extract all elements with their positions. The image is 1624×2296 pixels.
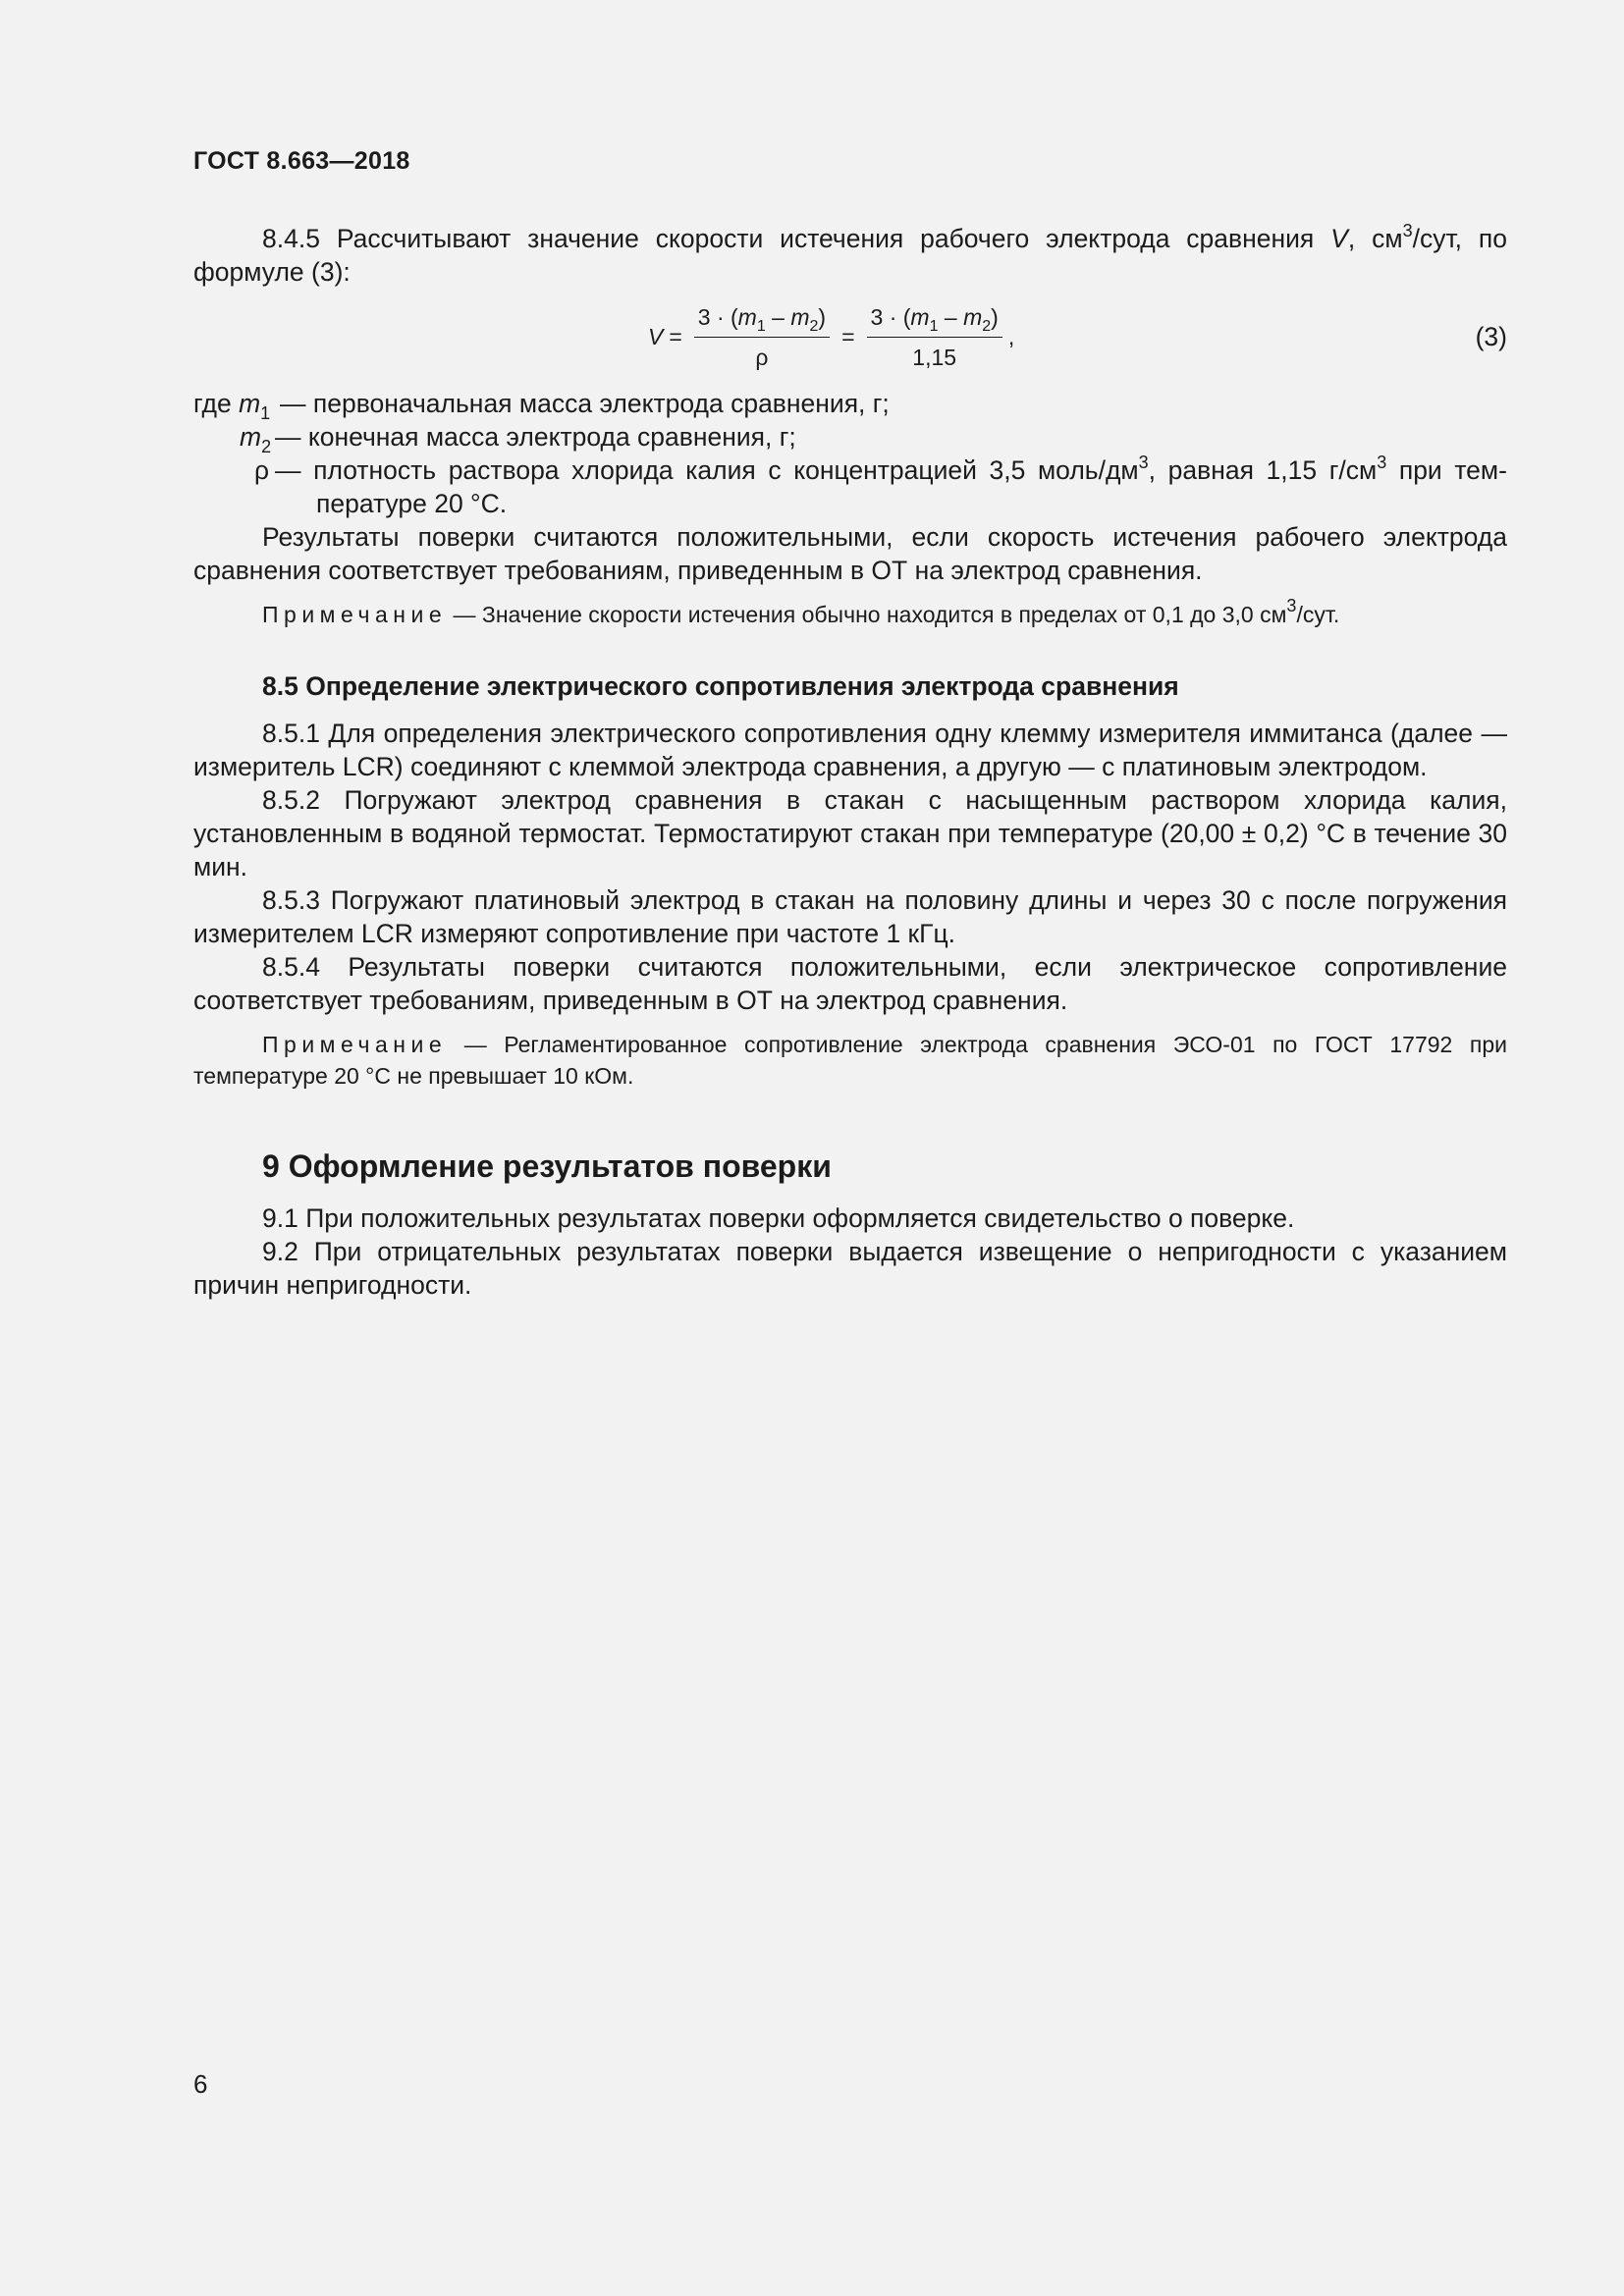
where-list (193, 387, 1507, 520)
where-item-m1: где $m_1$ — первоначальная масса электрода сравнения, г; (193, 389, 890, 423)
paragraph-8-5-1: 8.5.1 Для определения электрического сопротивления одну клемму измерителя иммитанса (далее — измеритель LCR) соединяют с клеммой электрода сравнения, а другую — с платиновым электродом. (193, 719, 1507, 781)
paragraph-8-5-4: 8.5.4 Результаты поверки считаются положительными, если электрическое сопротивление соответствует требованиям, приведенным в ОТ на электрод сравнения. (193, 952, 1507, 1015)
paragraph-8-4-5: 8.4.5 Рассчитывают значение скорости истечения рабочего электрода сравнения V, $см^3$/сут, по формуле (3): (193, 221, 1507, 287)
where-item-m2: $m_2$ — конечная масса электрода сравнения, г; (240, 422, 796, 456)
formula-expression: V = $\frac{3 \cdot (m_1 - m_2)}{\rho}$ = $\frac{3 \cdot (m_1 - m_2)}{1,15}$ , (648, 294, 1014, 379)
where-item-rho: ρ — плотность раствора хлорида калия с концентрацией 3,5 моль/$дм^3$, равная 1,15 $г/см^3$ при тем- (254, 453, 1507, 485)
section-9-heading: 9 Оформление результатов поверки (262, 1148, 832, 1184)
page-number: 6 (193, 2069, 208, 2099)
formula-fraction-2: $\frac{3 \cdot (m_1 - m_2)}{1,15}$ (867, 300, 1002, 374)
section-8-5-heading: 8.5 Определение электрического сопротивления электрода сравнения (262, 671, 1179, 701)
paragraph-9-2: 9.2 При отрицательных результатах поверки выдается извещение о непригодности с указанием причин непригодности. (193, 1237, 1507, 1300)
formula-fraction-1: $\frac{3 \cdot (m_1 - m_2)}{\rho}$ (694, 300, 830, 374)
note-1: Примечание — Значение скорости истечения обычно находится в пределах от 0,1 до 3,0 $см^3$/сут. (262, 596, 1340, 627)
note-2: Примечание — Регламентированное сопротивление электрода сравнения ЭСО-01 по ГОСТ 17792 при температуре 20 °С не превышает 10 кОм. (193, 1032, 1507, 1089)
where-item-rho-continued: пературе 20 °С. (316, 489, 508, 518)
paragraph-9-1: 9.1 При положительных результатах поверки оформляется свидетельство о поверке. (262, 1203, 1295, 1233)
paragraph-8-5-3: 8.5.3 Погружают платиновый электрод в стакан на половину длины и через 30 с после погружения измерителем LCR измеряют сопротивление при частоте 1 кГц. (193, 885, 1507, 948)
paragraph-8-5-2: 8.5.2 Погружают электрод сравнения в стакан с насыщенным раствором хлорида калия, установленным в водяной термостат. Термостатируют стакан при температуре (20,00 ± 0,2) °С в течение 30 мин. (193, 785, 1507, 881)
document-code-header: ГОСТ 8.663—2018 (193, 147, 410, 175)
formula-number: (3) (1475, 322, 1507, 351)
page-content (193, 222, 1507, 1302)
paragraph-result: Результаты поверки считаются положительными, если скорость истечения рабочего электрода сравнения соответствует требованиям, приведенным в ОТ на электрод сравнения. (193, 522, 1507, 585)
formula-3 (193, 294, 1507, 387)
